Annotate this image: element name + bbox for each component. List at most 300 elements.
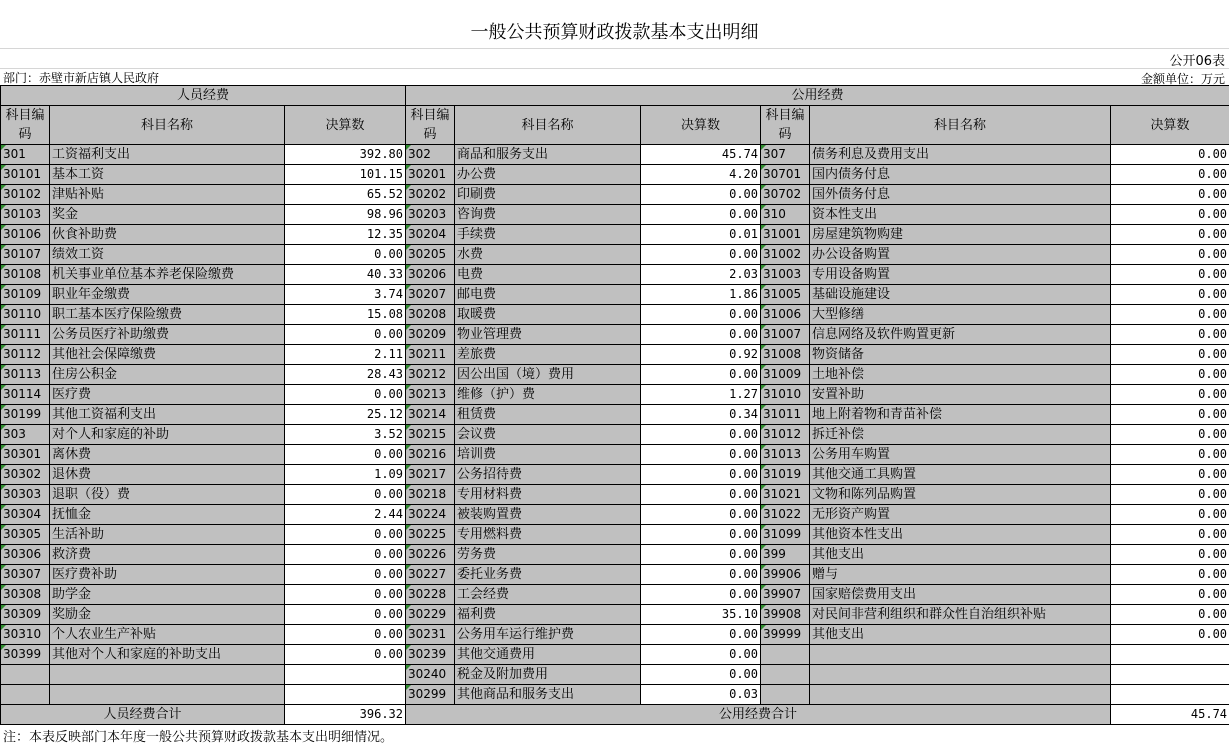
- subject-code-cell: 30215: [406, 425, 455, 445]
- subject-name-cell: 文物和陈列品购置: [810, 485, 1111, 505]
- subject-name-cell: 国内债务付息: [810, 165, 1111, 185]
- amount-cell: 0.00: [1111, 305, 1229, 325]
- table-row: [1, 465, 1229, 485]
- subject-name-cell: 基本工资: [50, 165, 285, 185]
- amount-cell: 65.52: [285, 185, 406, 205]
- name-header: 科目名称: [810, 106, 1111, 145]
- amount-cell: 0.00: [641, 565, 761, 585]
- amount-cell: 0.03: [641, 685, 761, 705]
- subject-name-cell: 其他交通工具购置: [810, 465, 1111, 485]
- amount-cell: 0.00: [641, 425, 761, 445]
- amount-cell: 3.74: [285, 285, 406, 305]
- subject-name-cell: 生活补助: [50, 525, 285, 545]
- code-header: 科目编码: [761, 106, 810, 145]
- subject-code-cell: 30107: [1, 245, 50, 265]
- subject-code-cell: 30307: [1, 565, 50, 585]
- subject-code-cell: 30101: [1, 165, 50, 185]
- subject-code-cell: 31012: [761, 425, 810, 445]
- amount-cell: 0.00: [1111, 585, 1229, 605]
- subject-name-cell: 工会经费: [455, 585, 641, 605]
- subject-code-cell: 39907: [761, 585, 810, 605]
- subject-code-cell: 30303: [1, 485, 50, 505]
- subject-code-cell: 39999: [761, 625, 810, 645]
- subject-code-cell: 31013: [761, 445, 810, 465]
- amount-cell: 0.00: [641, 305, 761, 325]
- amount-cell: 0.00: [641, 205, 761, 225]
- personnel-total-label: 人员经费合计: [1, 705, 285, 725]
- subject-code-cell: 31010: [761, 385, 810, 405]
- amount-cell: 0.00: [1111, 425, 1229, 445]
- amount-cell: 1.86: [641, 285, 761, 305]
- amount-cell: [1111, 685, 1229, 705]
- subject-name-cell: 被装购置费: [455, 505, 641, 525]
- table-row: [1, 385, 1229, 405]
- subject-name-cell: 大型修缮: [810, 305, 1111, 325]
- subject-name-cell: 资本性支出: [810, 205, 1111, 225]
- subject-name-cell: 其他交通费用: [455, 645, 641, 665]
- amount-cell: 0.00: [1111, 325, 1229, 345]
- amount-cell: 0.00: [641, 245, 761, 265]
- subject-code-cell: 30304: [1, 505, 50, 525]
- subject-name-cell: 物业管理费: [455, 325, 641, 345]
- subject-name-cell: 公务用车购置: [810, 445, 1111, 465]
- public-total-value: 45.74: [1111, 705, 1229, 725]
- subject-name-cell: [50, 685, 285, 705]
- subject-name-cell: 国家赔偿费用支出: [810, 585, 1111, 605]
- subject-name-cell: 其他支出: [810, 625, 1111, 645]
- amount-cell: 0.00: [285, 245, 406, 265]
- subject-code-cell: 30240: [406, 665, 455, 685]
- amount-cell: 0.00: [1111, 565, 1229, 585]
- subject-code-cell: 30103: [1, 205, 50, 225]
- table-row: [1, 165, 1229, 185]
- amount-cell: 392.80: [285, 145, 406, 165]
- subject-code-cell: 30309: [1, 605, 50, 625]
- table-row: [1, 285, 1229, 305]
- subject-name-cell: 电费: [455, 265, 641, 285]
- table-row: [1, 505, 1229, 525]
- amount-cell: [285, 685, 406, 705]
- subject-name-cell: 个人农业生产补贴: [50, 625, 285, 645]
- subject-name-cell: 其他社会保障缴费: [50, 345, 285, 365]
- personnel-total-value: 396.32: [285, 705, 406, 725]
- table-body: [1, 86, 1229, 705]
- subject-code-cell: [761, 685, 810, 705]
- subject-code-cell: 30102: [1, 185, 50, 205]
- subject-code-cell: [1, 665, 50, 685]
- subject-code-cell: 31011: [761, 405, 810, 425]
- subject-name-cell: 物资储备: [810, 345, 1111, 365]
- table-row: [1, 645, 1229, 665]
- amount-unit-label: 金额单位：万元: [1140, 72, 1225, 86]
- subject-code-cell: 31002: [761, 245, 810, 265]
- subject-name-cell: 土地补偿: [810, 365, 1111, 385]
- section-header-row: [1, 86, 1229, 106]
- subject-name-cell: 差旅费: [455, 345, 641, 365]
- subject-name-cell: 抚恤金: [50, 505, 285, 525]
- subject-name-cell: 工资福利支出: [50, 145, 285, 165]
- subject-name-cell: 离休费: [50, 445, 285, 465]
- subject-name-cell: 咨询费: [455, 205, 641, 225]
- amount-cell: 0.00: [1111, 265, 1229, 285]
- subject-name-cell: 国外债务付息: [810, 185, 1111, 205]
- subject-name-cell: 印刷费: [455, 185, 641, 205]
- subject-name-cell: 税金及附加费用: [455, 665, 641, 685]
- amount-cell: [1111, 665, 1229, 685]
- subject-code-cell: 30205: [406, 245, 455, 265]
- amount-cell: 0.00: [1111, 505, 1229, 525]
- subject-name-cell: 奖金: [50, 205, 285, 225]
- subject-code-cell: 31005: [761, 285, 810, 305]
- amount-cell: 0.00: [285, 625, 406, 645]
- subject-code-cell: 30306: [1, 545, 50, 565]
- subject-code-cell: 31006: [761, 305, 810, 325]
- amount-cell: 0.00: [285, 565, 406, 585]
- subject-code-cell: 31022: [761, 505, 810, 525]
- subject-name-cell: 商品和服务支出: [455, 145, 641, 165]
- subject-name-cell: 津贴补贴: [50, 185, 285, 205]
- amount-cell: 0.00: [1111, 145, 1229, 165]
- amount-cell: 0.00: [641, 585, 761, 605]
- subject-code-cell: 30109: [1, 285, 50, 305]
- amount-cell: 0.00: [1111, 465, 1229, 485]
- subject-name-cell: 伙食补助费: [50, 225, 285, 245]
- amount-cell: 2.44: [285, 505, 406, 525]
- amount-cell: 0.00: [1111, 165, 1229, 185]
- subject-code-cell: 303: [1, 425, 50, 445]
- subject-code-cell: 30203: [406, 205, 455, 225]
- subject-name-cell: 其他工资福利支出: [50, 405, 285, 425]
- amount-cell: 1.09: [285, 465, 406, 485]
- amount-cell: 0.00: [641, 325, 761, 345]
- department-label: 部门：赤壁市新店镇人民政府: [3, 71, 160, 85]
- amount-cell: 0.00: [285, 545, 406, 565]
- subject-code-cell: 30110: [1, 305, 50, 325]
- amount-cell: 0.00: [641, 665, 761, 685]
- subject-code-cell: 30211: [406, 345, 455, 365]
- subject-code-cell: 30227: [406, 565, 455, 585]
- subject-code-cell: 301: [1, 145, 50, 165]
- subject-name-cell: 无形资产购置: [810, 505, 1111, 525]
- amount-cell: 25.12: [285, 405, 406, 425]
- column-header-row: [1, 106, 1229, 145]
- amount-cell: 2.11: [285, 345, 406, 365]
- table-row: [1, 665, 1229, 685]
- subject-name-cell: 专用设备购置: [810, 265, 1111, 285]
- subject-name-cell: 助学金: [50, 585, 285, 605]
- subject-name-cell: 房屋建筑物购建: [810, 225, 1111, 245]
- subject-name-cell: 赠与: [810, 565, 1111, 585]
- amount-cell: 0.00: [285, 645, 406, 665]
- report-title: 一般公共预算财政拨款基本支出明细: [0, 18, 1229, 49]
- subject-name-cell: 水费: [455, 245, 641, 265]
- table-note: 注：本表反映部门本年度一般公共预算财政拨款基本支出明细情况。: [3, 730, 394, 745]
- subject-code-cell: 30225: [406, 525, 455, 545]
- subject-code-cell: 30111: [1, 325, 50, 345]
- table-row: [1, 185, 1229, 205]
- subject-code-cell: 30231: [406, 625, 455, 645]
- subject-code-cell: 30305: [1, 525, 50, 545]
- amount-cell: 0.00: [285, 485, 406, 505]
- amount-cell: 0.34: [641, 405, 761, 425]
- amount-cell: 0.00: [641, 465, 761, 485]
- amount-cell: 0.00: [641, 445, 761, 465]
- subject-name-cell: 会议费: [455, 425, 641, 445]
- subject-code-cell: 30208: [406, 305, 455, 325]
- subject-code-cell: 30201: [406, 165, 455, 185]
- subject-name-cell: 劳务费: [455, 545, 641, 565]
- table-row: [1, 625, 1229, 645]
- table-row: [1, 605, 1229, 625]
- amount-cell: 2.03: [641, 265, 761, 285]
- table-row: [1, 545, 1229, 565]
- subject-code-cell: 30214: [406, 405, 455, 425]
- subject-name-cell: 基础设施建设: [810, 285, 1111, 305]
- subject-code-cell: 30216: [406, 445, 455, 465]
- subject-name-cell: 手续费: [455, 225, 641, 245]
- table-row: [1, 685, 1229, 705]
- subject-code-cell: 30702: [761, 185, 810, 205]
- table-row: [1, 565, 1229, 585]
- subject-code-cell: 31007: [761, 325, 810, 345]
- table-row: [1, 225, 1229, 245]
- subject-code-cell: 39908: [761, 605, 810, 625]
- subject-code-cell: 30112: [1, 345, 50, 365]
- subject-name-cell: 维修（护）费: [455, 385, 641, 405]
- amount-cell: 0.00: [641, 645, 761, 665]
- personnel-section-header: 人员经费: [1, 86, 406, 106]
- table-row: [1, 265, 1229, 285]
- table-row: [1, 245, 1229, 265]
- subject-name-cell: 福利费: [455, 605, 641, 625]
- subject-name-cell: 绩效工资: [50, 245, 285, 265]
- amount-cell: 3.52: [285, 425, 406, 445]
- amount-cell: 0.00: [1111, 345, 1229, 365]
- amount-header: 决算数: [1111, 106, 1229, 145]
- subject-code-cell: 30299: [406, 685, 455, 705]
- amount-cell: 0.00: [1111, 365, 1229, 385]
- table-row: [1, 485, 1229, 505]
- subject-code-cell: [761, 645, 810, 665]
- code-header: 科目编码: [406, 106, 455, 145]
- subject-name-cell: 因公出国（境）费用: [455, 365, 641, 385]
- table-row: [1, 405, 1229, 425]
- subject-name-cell: 取暖费: [455, 305, 641, 325]
- subject-name-cell: 医疗费: [50, 385, 285, 405]
- subject-code-cell: 30308: [1, 585, 50, 605]
- subject-code-cell: 30399: [1, 645, 50, 665]
- amount-cell: 0.00: [1111, 385, 1229, 405]
- table-row: [1, 425, 1229, 445]
- subject-name-cell: 职工基本医疗保险缴费: [50, 305, 285, 325]
- subject-name-cell: [810, 645, 1111, 665]
- amount-cell: 0.00: [641, 185, 761, 205]
- amount-cell: 0.00: [1111, 485, 1229, 505]
- subject-name-cell: 信息网络及软件购置更新: [810, 325, 1111, 345]
- amount-cell: 0.00: [285, 385, 406, 405]
- subject-name-cell: 对个人和家庭的补助: [50, 425, 285, 445]
- subject-code-cell: 31021: [761, 485, 810, 505]
- amount-cell: 15.08: [285, 305, 406, 325]
- table-row: [1, 365, 1229, 385]
- subject-code-cell: 30302: [1, 465, 50, 485]
- subject-code-cell: 30209: [406, 325, 455, 345]
- amount-cell: 0.00: [641, 545, 761, 565]
- subject-code-cell: 30212: [406, 365, 455, 385]
- amount-cell: 0.92: [641, 345, 761, 365]
- subject-name-cell: 救济费: [50, 545, 285, 565]
- amount-cell: 98.96: [285, 205, 406, 225]
- amount-cell: 0.00: [285, 325, 406, 345]
- code-header: 科目编码: [1, 106, 50, 145]
- amount-cell: 45.74: [641, 145, 761, 165]
- amount-cell: 0.00: [1111, 605, 1229, 625]
- amount-cell: 0.00: [1111, 525, 1229, 545]
- amount-cell: 1.27: [641, 385, 761, 405]
- sheet-gridline-row: [0, 48, 1229, 69]
- table-row: [1, 305, 1229, 325]
- subject-code-cell: 30206: [406, 265, 455, 285]
- subject-code-cell: 39906: [761, 565, 810, 585]
- public-section-header: 公用经费: [406, 86, 1229, 106]
- table-row: [1, 525, 1229, 545]
- subject-name-cell: 住房公积金: [50, 365, 285, 385]
- amount-cell: 101.15: [285, 165, 406, 185]
- subject-code-cell: 30213: [406, 385, 455, 405]
- amount-cell: 40.33: [285, 265, 406, 285]
- subject-name-cell: 委托业务费: [455, 565, 641, 585]
- subject-code-cell: 30199: [1, 405, 50, 425]
- subject-name-cell: 专用燃料费: [455, 525, 641, 545]
- amount-cell: 0.00: [641, 625, 761, 645]
- subject-code-cell: 307: [761, 145, 810, 165]
- name-header: 科目名称: [50, 106, 285, 145]
- subject-code-cell: 30113: [1, 365, 50, 385]
- subject-name-cell: [50, 665, 285, 685]
- subject-code-cell: 30108: [1, 265, 50, 285]
- subject-code-cell: 31019: [761, 465, 810, 485]
- amount-cell: 0.00: [1111, 225, 1229, 245]
- amount-cell: [1111, 645, 1229, 665]
- amount-cell: 0.00: [1111, 245, 1229, 265]
- amount-header: 决算数: [285, 106, 406, 145]
- amount-cell: 0.00: [1111, 185, 1229, 205]
- subject-name-cell: 退休费: [50, 465, 285, 485]
- amount-cell: 0.00: [1111, 205, 1229, 225]
- amount-cell: 0.00: [1111, 445, 1229, 465]
- subject-name-cell: 职业年金缴费: [50, 285, 285, 305]
- subject-name-cell: 邮电费: [455, 285, 641, 305]
- amount-cell: 0.00: [1111, 625, 1229, 645]
- subject-name-cell: 公务员医疗补助缴费: [50, 325, 285, 345]
- amount-cell: 0.00: [1111, 285, 1229, 305]
- amount-cell: 4.20: [641, 165, 761, 185]
- table-row: [1, 325, 1229, 345]
- subject-name-cell: 公务招待费: [455, 465, 641, 485]
- subject-name-cell: 专用材料费: [455, 485, 641, 505]
- amount-cell: 35.10: [641, 605, 761, 625]
- subject-code-cell: 31009: [761, 365, 810, 385]
- subject-name-cell: 拆迁补偿: [810, 425, 1111, 445]
- table-row: [1, 445, 1229, 465]
- subject-code-cell: 30226: [406, 545, 455, 565]
- subject-code-cell: 30228: [406, 585, 455, 605]
- subject-name-cell: [810, 685, 1111, 705]
- subject-name-cell: 办公设备购置: [810, 245, 1111, 265]
- amount-cell: [285, 665, 406, 685]
- subject-name-cell: 其他资本性支出: [810, 525, 1111, 545]
- subject-code-cell: 31001: [761, 225, 810, 245]
- subject-name-cell: 退职（役）费: [50, 485, 285, 505]
- subject-name-cell: 公务用车运行维护费: [455, 625, 641, 645]
- expenditure-table: [0, 85, 1229, 725]
- subject-code-cell: 30204: [406, 225, 455, 245]
- subject-code-cell: 31099: [761, 525, 810, 545]
- subject-code-cell: [1, 685, 50, 705]
- subject-code-cell: [761, 665, 810, 685]
- table-row: [1, 205, 1229, 225]
- subject-name-cell: 租赁费: [455, 405, 641, 425]
- amount-cell: 0.00: [641, 525, 761, 545]
- subject-code-cell: 31003: [761, 265, 810, 285]
- subject-name-cell: 其他支出: [810, 545, 1111, 565]
- subject-name-cell: 安置补助: [810, 385, 1111, 405]
- table-row: [1, 585, 1229, 605]
- totals-row: [1, 705, 1229, 725]
- amount-cell: 0.00: [641, 505, 761, 525]
- amount-cell: 0.00: [641, 365, 761, 385]
- amount-cell: 0.00: [285, 585, 406, 605]
- subject-name-cell: 债务利息及费用支出: [810, 145, 1111, 165]
- form-number: 公开06表: [1169, 54, 1225, 69]
- public-total-label: 公用经费合计: [406, 705, 1111, 725]
- subject-code-cell: 30224: [406, 505, 455, 525]
- subject-code-cell: 30114: [1, 385, 50, 405]
- subject-code-cell: 30239: [406, 645, 455, 665]
- subject-code-cell: 30218: [406, 485, 455, 505]
- subject-name-cell: 奖励金: [50, 605, 285, 625]
- subject-code-cell: 30301: [1, 445, 50, 465]
- subject-code-cell: 30701: [761, 165, 810, 185]
- subject-code-cell: 399: [761, 545, 810, 565]
- subject-code-cell: 31008: [761, 345, 810, 365]
- amount-cell: 0.00: [285, 445, 406, 465]
- amount-cell: 0.00: [1111, 545, 1229, 565]
- amount-cell: 0.00: [1111, 405, 1229, 425]
- amount-cell: 0.01: [641, 225, 761, 245]
- subject-code-cell: 30310: [1, 625, 50, 645]
- subject-code-cell: 310: [761, 205, 810, 225]
- subject-name-cell: 办公费: [455, 165, 641, 185]
- table-row: [1, 145, 1229, 165]
- subject-name-cell: 其他对个人和家庭的补助支出: [50, 645, 285, 665]
- name-header: 科目名称: [455, 106, 641, 145]
- amount-cell: 12.35: [285, 225, 406, 245]
- table-row: [1, 345, 1229, 365]
- amount-cell: 28.43: [285, 365, 406, 385]
- subject-code-cell: 30229: [406, 605, 455, 625]
- subject-code-cell: 30207: [406, 285, 455, 305]
- subject-name-cell: 医疗费补助: [50, 565, 285, 585]
- subject-name-cell: 地上附着物和青苗补偿: [810, 405, 1111, 425]
- subject-name-cell: 机关事业单位基本养老保险缴费: [50, 265, 285, 285]
- subject-code-cell: 30217: [406, 465, 455, 485]
- amount-cell: 0.00: [641, 485, 761, 505]
- subject-name-cell: 其他商品和服务支出: [455, 685, 641, 705]
- subject-code-cell: 302: [406, 145, 455, 165]
- subject-code-cell: 30202: [406, 185, 455, 205]
- amount-header: 决算数: [641, 106, 761, 145]
